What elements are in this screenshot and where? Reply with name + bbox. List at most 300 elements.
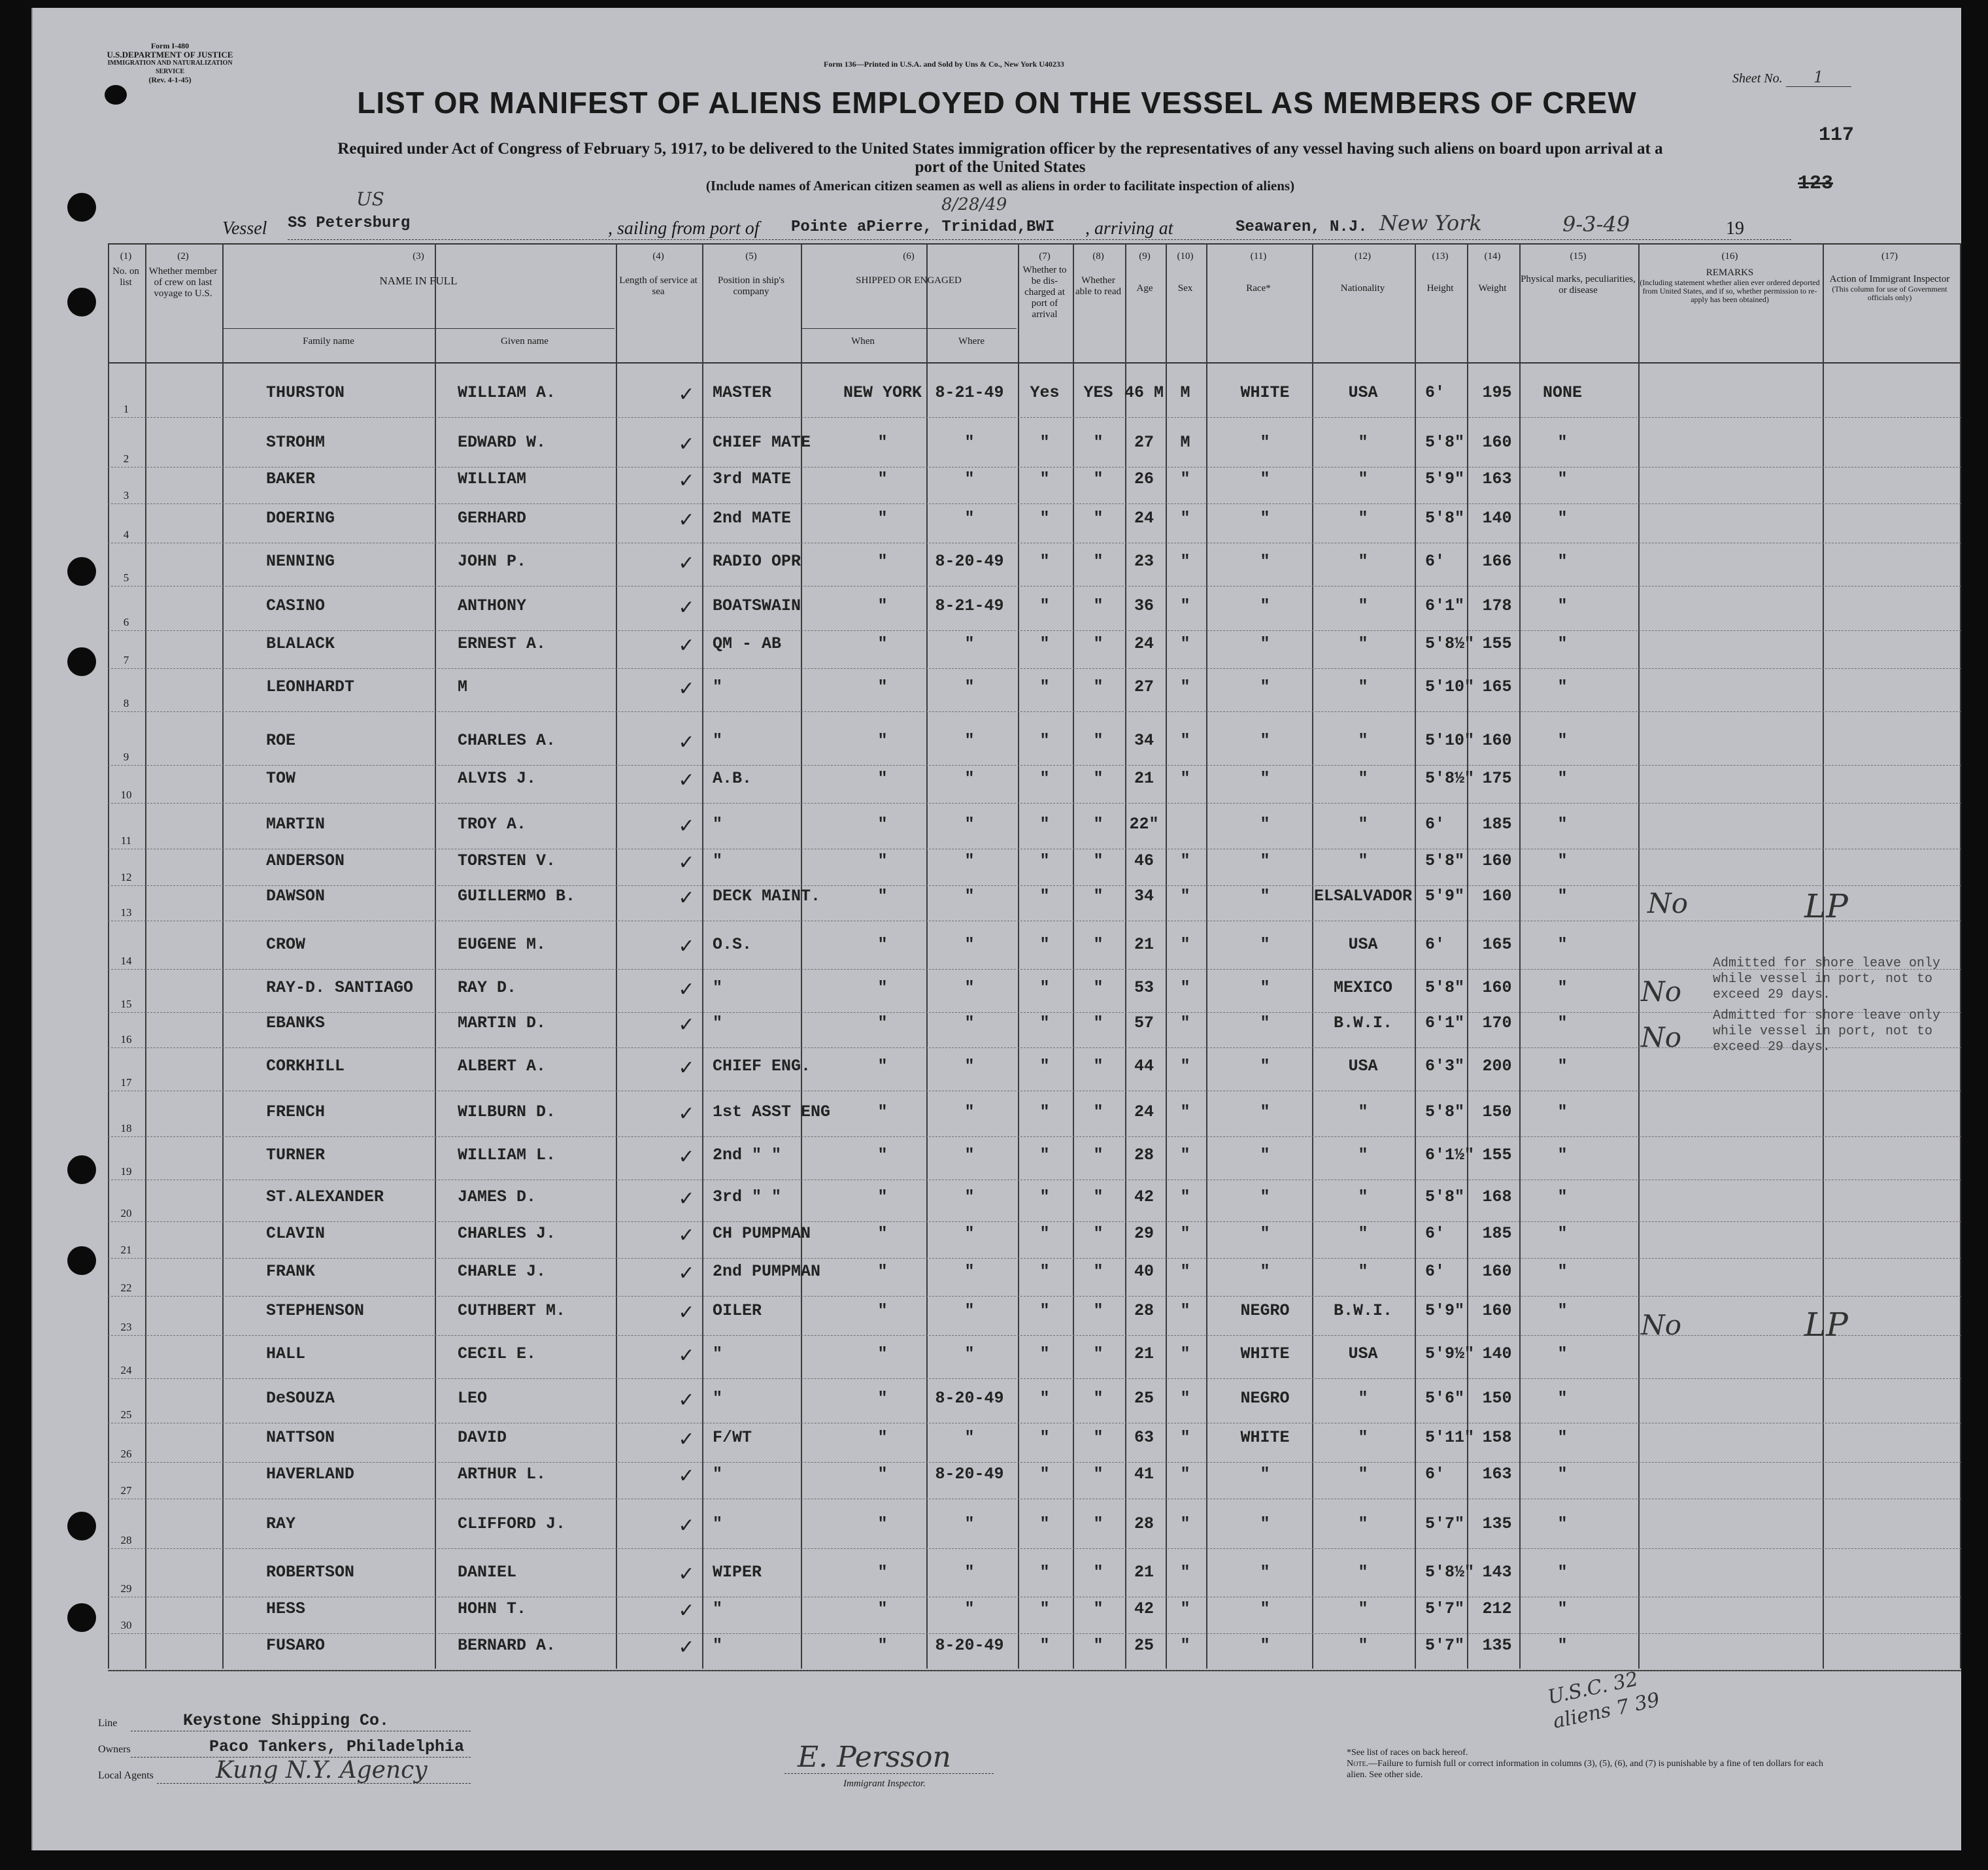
cell-when: "	[877, 1465, 888, 1484]
cell-read: "	[1093, 769, 1104, 788]
cell-age: 40	[1134, 1262, 1154, 1281]
cell-discharged: "	[1039, 1389, 1050, 1408]
row-number: 9	[123, 751, 129, 763]
struck-number: 123	[1798, 173, 1834, 195]
cell-age: 21	[1134, 769, 1154, 788]
cell-read: "	[1093, 1224, 1104, 1243]
note-label: Note.	[1347, 1759, 1369, 1769]
cell-age: 44	[1134, 1057, 1154, 1076]
row-number: 19	[120, 1165, 132, 1178]
cell-weight: 160	[1482, 978, 1512, 997]
cell-discharged: "	[1039, 978, 1050, 997]
cell-sex: "	[1180, 677, 1190, 696]
cell-age: 36	[1134, 596, 1154, 615]
cell-race: WHITE	[1240, 383, 1290, 402]
races-note: *See list of races on back hereof.	[1347, 1748, 1468, 1758]
cell-height: 5'8"	[1425, 1187, 1465, 1206]
row-number: 23	[120, 1321, 132, 1333]
cell-race: "	[1260, 677, 1270, 696]
remark-shore-leave-1: Admitted for shore leave only while vessel in port, not to exceed 29 days.	[1713, 956, 1941, 1002]
cell-sex: "	[1180, 596, 1190, 615]
cell-discharged: "	[1039, 552, 1050, 571]
cell-weight: 140	[1482, 509, 1512, 528]
sheet-number-label	[1732, 68, 1851, 87]
cell-read: "	[1093, 1102, 1104, 1121]
cell-when: "	[877, 978, 888, 997]
cell-read: "	[1093, 677, 1104, 696]
cell-nationality: "	[1358, 596, 1368, 615]
column-rule	[1638, 243, 1640, 1669]
cell-race: "	[1260, 634, 1270, 653]
cell-family: HESS	[266, 1599, 306, 1618]
header-col-6	[801, 251, 1017, 286]
cell-age: 21	[1134, 1344, 1154, 1363]
col-title: Weight	[1478, 283, 1507, 294]
cell-given: TORSTEN V.	[458, 851, 556, 870]
cell-given: ALVIS J.	[458, 769, 537, 788]
cell-given: TROY A.	[458, 815, 527, 834]
col-subtitle: (This column for use of Government officials only)	[1832, 284, 1947, 302]
cell-given: RAY D.	[458, 978, 517, 997]
vessel-handwritten: US	[356, 188, 384, 210]
cell-nationality: "	[1358, 469, 1368, 488]
cell-nationality: USA	[1348, 1057, 1378, 1076]
cell-nationality: "	[1358, 1146, 1368, 1164]
cell-where: "	[964, 1187, 975, 1206]
cell-marks: "	[1557, 935, 1568, 954]
col-title: Position in ship's company	[718, 275, 784, 297]
cell-marks: "	[1557, 1146, 1568, 1164]
cell-race: "	[1260, 1514, 1270, 1533]
cell-weight: 150	[1482, 1102, 1512, 1121]
cell-family: TOW	[266, 769, 296, 788]
cell-where: "	[964, 815, 975, 834]
cell-given: WILLIAM A.	[458, 383, 556, 402]
cell-race: "	[1260, 1146, 1270, 1164]
cell-marks: "	[1557, 1428, 1568, 1447]
cell-position: 2nd PUMPMAN	[713, 1262, 821, 1281]
row-number: 21	[120, 1244, 132, 1256]
cell-read: "	[1093, 1057, 1104, 1076]
header-col-2	[145, 251, 221, 299]
cell-sex: "	[1180, 1262, 1190, 1281]
cell-family: ROE	[266, 731, 296, 750]
col-number: (5)	[745, 251, 757, 262]
fine-note	[1347, 1758, 1844, 1780]
cell-family: CASINO	[266, 596, 326, 615]
cell-when: "	[877, 887, 888, 906]
cell-position: "	[713, 815, 723, 834]
cell-weight: 175	[1482, 769, 1512, 788]
cell-race: NEGRO	[1240, 1389, 1290, 1408]
cell-family: NATTSON	[266, 1428, 335, 1447]
cell-marks: "	[1557, 769, 1568, 788]
cell-height: 5'8"	[1425, 1102, 1465, 1121]
cell-race: NEGRO	[1240, 1301, 1290, 1320]
cell-position: RADIO OPR	[713, 552, 801, 571]
shipped-subheader-rule	[801, 328, 1017, 329]
cell-discharged: "	[1039, 1262, 1050, 1281]
row-number: 7	[123, 654, 129, 666]
cell-sex: "	[1180, 1465, 1190, 1484]
subtitle-block	[150, 140, 1850, 195]
cell-age: 53	[1134, 978, 1154, 997]
line-label: Line	[98, 1718, 118, 1729]
column-rule	[435, 243, 436, 1669]
agents-value: Kung N.Y. Agency	[216, 1757, 428, 1784]
row-number: 18	[120, 1122, 132, 1134]
cell-family: ST.ALEXANDER	[266, 1187, 384, 1206]
column-rule	[702, 243, 703, 1669]
col-number: (8)	[1092, 251, 1104, 262]
cell-service: ✓	[678, 596, 695, 619]
cell-weight: 160	[1482, 731, 1512, 750]
cell-discharged: "	[1039, 731, 1050, 750]
cell-family: BAKER	[266, 469, 316, 488]
cell-marks: "	[1557, 1389, 1568, 1408]
cell-where: 8-20-49	[935, 552, 1004, 571]
cell-weight: 150	[1482, 1389, 1512, 1408]
cell-given: EDWARD W.	[458, 433, 547, 452]
vessel-underline	[288, 239, 1791, 240]
cell-where: 8-21-49	[935, 596, 1004, 615]
cell-service: ✓	[678, 887, 695, 910]
cell-position: A.B.	[713, 769, 752, 788]
row-number: 22	[120, 1282, 132, 1294]
cell-height: 5'8"	[1425, 509, 1465, 528]
cell-when: "	[877, 731, 888, 750]
handwritten-no-2: No	[1641, 976, 1682, 1008]
header-col-13	[1415, 251, 1466, 294]
cell-where: "	[964, 851, 975, 870]
cell-where: "	[964, 634, 975, 653]
form-id-line-2: U.S.DEPARTMENT OF JUSTICE	[107, 50, 233, 60]
cell-marks: "	[1557, 552, 1568, 571]
cell-height: 5'7"	[1425, 1514, 1465, 1533]
cell-nationality: "	[1358, 1262, 1368, 1281]
cell-service: ✓	[678, 1224, 695, 1247]
cell-sex: "	[1180, 469, 1190, 488]
cell-sex: "	[1180, 1146, 1190, 1164]
row-rule	[108, 417, 1961, 418]
column-rule	[145, 243, 146, 1669]
cell-discharged: "	[1039, 469, 1050, 488]
cell-race: "	[1260, 1224, 1270, 1243]
col-title: Whether to be dis- charged at port of arrival	[1022, 265, 1067, 320]
cell-marks: "	[1557, 1262, 1568, 1281]
cell-position: "	[713, 731, 723, 750]
cell-given: GUILLERMO B.	[458, 887, 576, 906]
cell-family: HAVERLAND	[266, 1465, 355, 1484]
cell-marks: "	[1557, 596, 1568, 615]
note-text: —Failure to furnish full or correct information in columns (3), (5), (6), and (7) is punishable by a fine of ten dollars for each alien. See other side.	[1347, 1759, 1823, 1780]
cell-weight: 185	[1482, 1224, 1512, 1243]
cell-marks: "	[1557, 1514, 1568, 1533]
cell-read: "	[1093, 1599, 1104, 1618]
sheet-number: 1	[1786, 68, 1851, 87]
col-number: (10)	[1177, 251, 1194, 262]
row-rule	[108, 1462, 1961, 1463]
col-title: Sex	[1177, 283, 1193, 294]
binder-hole	[67, 288, 96, 316]
cell-sex: "	[1180, 731, 1190, 750]
cell-where: "	[964, 1224, 975, 1243]
cell-read: "	[1093, 1301, 1104, 1320]
cell-sex: "	[1180, 1057, 1190, 1076]
cell-service: ✓	[678, 677, 695, 700]
cell-nationality: MEXICO	[1333, 978, 1393, 997]
cell-sex: "	[1180, 769, 1190, 788]
cell-age: 21	[1134, 935, 1154, 954]
cell-service: ✓	[678, 1057, 695, 1080]
binder-hole	[105, 85, 127, 105]
arriving-port: Seawaren, N.J.	[1236, 218, 1368, 236]
cell-marks: "	[1557, 815, 1568, 834]
cell-service: ✓	[678, 509, 695, 532]
handwritten-no-4: No	[1641, 1309, 1682, 1341]
column-rule	[1519, 243, 1521, 1669]
binder-hole	[67, 1246, 96, 1275]
row-number: 4	[123, 528, 129, 541]
col-title: Height	[1426, 283, 1454, 294]
cell-where: "	[964, 509, 975, 528]
cell-nationality: "	[1358, 634, 1368, 653]
cell-family: DAWSON	[266, 887, 326, 906]
cell-position: DECK MAINT.	[713, 887, 821, 906]
cell-given: CHARLES A.	[458, 731, 556, 750]
manifest-sheet	[31, 8, 1961, 1850]
cell-race: "	[1260, 769, 1270, 788]
cell-race: "	[1260, 1599, 1270, 1618]
cell-when: NEW YORK	[843, 383, 922, 402]
cell-read: "	[1093, 851, 1104, 870]
col-number: (4)	[652, 251, 664, 262]
col-number: (3)	[413, 251, 424, 262]
cell-when: "	[877, 634, 888, 653]
cell-given: CHARLES J.	[458, 1224, 556, 1243]
cell-given: EUGENE M.	[458, 935, 547, 954]
cell-given: ARTHUR L.	[458, 1465, 547, 1484]
cell-service: ✓	[678, 1102, 695, 1125]
row-number: 6	[123, 616, 129, 628]
cell-service: ✓	[678, 731, 695, 754]
vessel-line	[222, 188, 1824, 241]
row-number: 12	[120, 871, 132, 883]
cell-position: "	[713, 1344, 723, 1363]
cell-nationality: "	[1358, 509, 1368, 528]
cell-position: CHIEF ENG.	[713, 1057, 811, 1076]
cell-age: 21	[1134, 1563, 1154, 1582]
cell-service: ✓	[678, 1563, 695, 1586]
cell-when: "	[877, 1389, 888, 1408]
cell-age: 42	[1134, 1187, 1154, 1206]
cell-marks: "	[1557, 1224, 1568, 1243]
cell-race: "	[1260, 815, 1270, 834]
cell-weight: 160	[1482, 433, 1512, 452]
col-title: No. on list	[112, 266, 139, 288]
cell-nationality: "	[1358, 769, 1368, 788]
binder-hole	[67, 557, 96, 586]
cell-read: "	[1093, 1389, 1104, 1408]
footer-note	[1347, 1747, 1844, 1780]
cell-height: 5'11"	[1425, 1428, 1475, 1447]
cell-position: "	[713, 1599, 723, 1618]
col-number: (1)	[120, 251, 132, 262]
cell-age: 25	[1134, 1389, 1154, 1408]
cell-nationality: "	[1358, 1563, 1368, 1582]
cell-height: 5'9"	[1425, 469, 1465, 488]
cell-weight: 158	[1482, 1428, 1512, 1447]
cell-where: 8-20-49	[935, 1636, 1004, 1655]
cell-sex: "	[1180, 1187, 1190, 1206]
col-title: NAME IN FULL	[379, 275, 458, 287]
cell-marks: "	[1557, 1599, 1568, 1618]
cell-marks: "	[1557, 677, 1568, 696]
cell-marks: "	[1557, 1013, 1568, 1032]
cell-marks: "	[1557, 1465, 1568, 1484]
cell-nationality: "	[1358, 677, 1368, 696]
cell-family: FRANK	[266, 1262, 316, 1281]
cell-position: OILER	[713, 1301, 762, 1320]
cell-marks: "	[1557, 1344, 1568, 1363]
cell-weight: 166	[1482, 552, 1512, 571]
arriving-label: , arriving at	[1085, 218, 1173, 239]
cell-sex: M	[1180, 433, 1190, 452]
inspector-signature: E. Persson	[798, 1741, 951, 1774]
cell-family: DOERING	[266, 509, 335, 528]
cell-marks: "	[1557, 1187, 1568, 1206]
row-rule	[108, 630, 1961, 631]
cell-nationality: "	[1358, 1514, 1368, 1533]
cell-marks: "	[1557, 1057, 1568, 1076]
cell-service: ✓	[678, 1428, 695, 1451]
cell-service: ✓	[678, 1013, 695, 1036]
cell-nationality: B.W.I.	[1333, 1013, 1393, 1032]
cell-read: "	[1093, 815, 1104, 834]
cell-height: 5'8"	[1425, 978, 1465, 997]
header-family-name: Family name	[303, 336, 354, 347]
cell-read: "	[1093, 469, 1104, 488]
cell-family: FUSARO	[266, 1636, 326, 1655]
cell-discharged: "	[1039, 1465, 1050, 1484]
row-rule	[108, 1335, 1961, 1336]
cell-sex: "	[1180, 634, 1190, 653]
cell-where: "	[964, 731, 975, 750]
row-number: 30	[120, 1619, 132, 1631]
row-rule	[108, 1670, 1961, 1671]
col-number: (16)	[1721, 251, 1738, 262]
cell-nationality: "	[1358, 815, 1368, 834]
cell-race: "	[1260, 978, 1270, 997]
cell-read: "	[1093, 1344, 1104, 1363]
cell-marks: "	[1557, 978, 1568, 997]
cell-service: ✓	[678, 1636, 695, 1659]
cell-sex: "	[1180, 509, 1190, 528]
cell-age: 22"	[1129, 815, 1159, 834]
cell-when: "	[877, 1344, 888, 1363]
cell-where: "	[964, 433, 975, 452]
header-col-10	[1166, 251, 1205, 294]
cell-given: ANTHONY	[458, 596, 527, 615]
cell-height: 5'8½"	[1425, 1563, 1475, 1582]
col-title: Action of Immigrant Inspector	[1829, 274, 1950, 284]
cell-read: "	[1093, 1636, 1104, 1655]
manifest-title: LIST OR MANIFEST OF ALIENS EMPLOYED ON THE VESSEL AS MEMBERS OF CREW	[357, 86, 1637, 120]
row-rule	[108, 765, 1961, 766]
cell-given: MARTIN D.	[458, 1013, 547, 1032]
cell-nationality: "	[1358, 1465, 1368, 1484]
cell-discharged: "	[1039, 851, 1050, 870]
column-rule	[1073, 243, 1074, 1669]
cell-where: "	[964, 1301, 975, 1320]
cell-height: 5'6"	[1425, 1389, 1465, 1408]
cell-height: 6'	[1425, 1224, 1445, 1243]
cell-family: ROBERTSON	[266, 1563, 355, 1582]
col-title: Race*	[1246, 283, 1271, 294]
cell-age: 29	[1134, 1224, 1154, 1243]
cell-age: 26	[1134, 469, 1154, 488]
row-rule	[108, 1221, 1961, 1222]
cell-when: "	[877, 596, 888, 615]
cell-family: RAY	[266, 1514, 296, 1533]
cell-age: 27	[1134, 433, 1154, 452]
cell-service: ✓	[678, 383, 695, 406]
cell-sex: "	[1180, 1428, 1190, 1447]
cell-sex: "	[1180, 1563, 1190, 1582]
cell-given: ALBERT A.	[458, 1057, 547, 1076]
header-col-11	[1206, 251, 1311, 294]
signature-line	[784, 1773, 994, 1774]
cell-nationality: B.W.I.	[1333, 1301, 1393, 1320]
row-number: 11	[120, 834, 132, 847]
cell-nationality: "	[1358, 1224, 1368, 1243]
cell-where: 8-20-49	[935, 1465, 1004, 1484]
row-number: 17	[120, 1076, 132, 1089]
cell-weight: 165	[1482, 935, 1512, 954]
owners-value: Paco Tankers, Philadelphia	[209, 1737, 465, 1756]
cell-race: "	[1260, 1262, 1270, 1281]
col-number: (7)	[1039, 251, 1051, 262]
row-rule	[108, 711, 1961, 712]
cell-discharged: "	[1039, 1224, 1050, 1243]
cell-position: 1st ASST ENG	[713, 1102, 831, 1121]
column-rule	[801, 243, 802, 1669]
cell-height: 5'9"	[1425, 887, 1465, 906]
row-rule	[108, 803, 1961, 804]
cell-family: DeSOUZA	[266, 1389, 335, 1408]
row-number: 15	[120, 998, 132, 1010]
cell-when: "	[877, 1428, 888, 1447]
cell-discharged: "	[1039, 1599, 1050, 1618]
cell-when: "	[877, 769, 888, 788]
cell-read: "	[1093, 433, 1104, 452]
cell-position: "	[713, 1636, 723, 1655]
cell-height: 5'8½"	[1425, 634, 1475, 653]
cell-age: 28	[1134, 1301, 1154, 1320]
header-rule	[108, 362, 1961, 364]
cell-read: "	[1093, 634, 1104, 653]
row-rule	[108, 1548, 1961, 1549]
col-title: SHIPPED OR ENGAGED	[856, 275, 962, 286]
cell-where: "	[964, 1344, 975, 1363]
cell-given: GERHARD	[458, 509, 527, 528]
cell-height: 5'8"	[1425, 433, 1465, 452]
header-col-3	[222, 251, 615, 286]
cell-age: 23	[1134, 552, 1154, 571]
cell-race: "	[1260, 509, 1270, 528]
col-number: (2)	[177, 251, 189, 262]
cell-race: WHITE	[1240, 1428, 1290, 1447]
